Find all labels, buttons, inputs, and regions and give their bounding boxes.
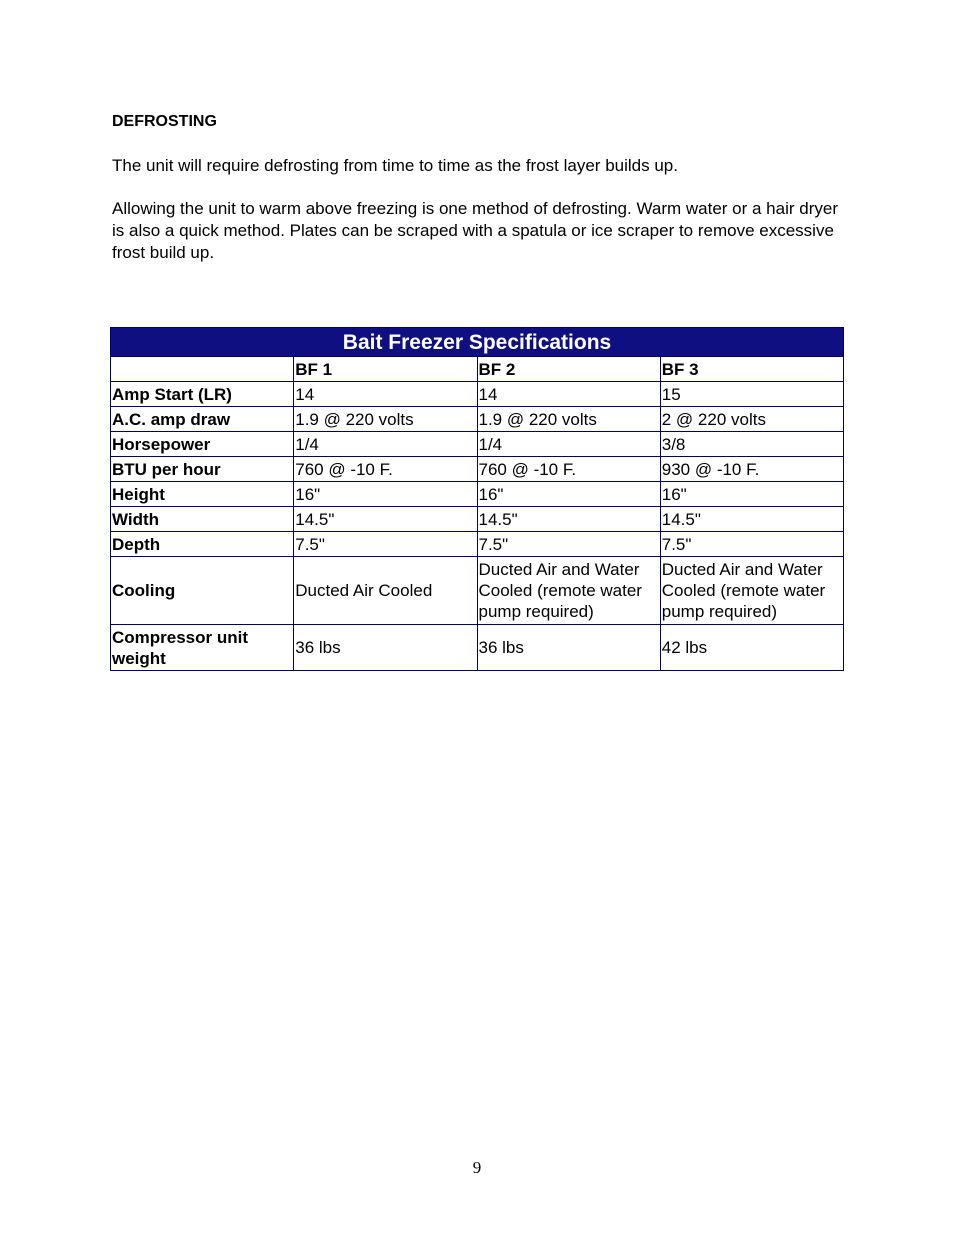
column-header bbox=[111, 357, 294, 382]
row-header: Cooling bbox=[111, 557, 294, 625]
table-row bbox=[111, 457, 844, 482]
row-header: BTU per hour bbox=[111, 457, 294, 482]
table-cell: 42 lbs bbox=[660, 625, 843, 671]
table-cell: Ducted Air Cooled bbox=[294, 557, 477, 625]
table-cell: 36 lbs bbox=[294, 625, 477, 671]
table-header-row bbox=[111, 357, 844, 382]
table-cell: 2 @ 220 volts bbox=[660, 407, 843, 432]
table-cell: 1/4 bbox=[477, 432, 660, 457]
column-header: BF 3 bbox=[660, 357, 843, 382]
table-cell: 14.5" bbox=[477, 507, 660, 532]
row-header: A.C. amp draw bbox=[111, 407, 294, 432]
table-cell: 16" bbox=[294, 482, 477, 507]
table-row bbox=[111, 432, 844, 457]
table-cell: 1/4 bbox=[294, 432, 477, 457]
table-title-row bbox=[111, 328, 844, 357]
column-header: BF 1 bbox=[294, 357, 477, 382]
table-row bbox=[111, 407, 844, 432]
table-cell: 14 bbox=[294, 382, 477, 407]
row-header: Width bbox=[111, 507, 294, 532]
table-cell: 760 @ -10 F. bbox=[477, 457, 660, 482]
column-header: BF 2 bbox=[477, 357, 660, 382]
table-cell: 36 lbs bbox=[477, 625, 660, 671]
table-cell: 760 @ -10 F. bbox=[294, 457, 477, 482]
table-row bbox=[111, 557, 844, 625]
table-cell: 16" bbox=[660, 482, 843, 507]
table-cell: 3/8 bbox=[660, 432, 843, 457]
table-cell: Ducted Air and Water Cooled (remote water pump required) bbox=[660, 557, 843, 625]
row-header: Amp Start (LR) bbox=[111, 382, 294, 407]
table-row bbox=[111, 507, 844, 532]
table-cell: 1.9 @ 220 volts bbox=[294, 407, 477, 432]
row-header: Height bbox=[111, 482, 294, 507]
page-number: 9 bbox=[472, 1158, 482, 1177]
paragraph-1: The unit will require defrosting from time to time as the frost layer builds up. bbox=[112, 156, 678, 175]
table-cell: 7.5" bbox=[660, 532, 843, 557]
table-cell: 14.5" bbox=[294, 507, 477, 532]
table-cell: 7.5" bbox=[294, 532, 477, 557]
table-row bbox=[111, 482, 844, 507]
table-cell: 930 @ -10 F. bbox=[660, 457, 843, 482]
table-title: Bait Freezer Specifications bbox=[111, 328, 844, 357]
row-header: Horsepower bbox=[111, 432, 294, 457]
section-heading: DEFROSTING bbox=[112, 113, 217, 130]
table-cell: Ducted Air and Water Cooled (remote water pump required) bbox=[477, 557, 660, 625]
table-cell: 16" bbox=[477, 482, 660, 507]
paragraph-2: Allowing the unit to warm above freezing is one method of defrosting. Warm water or a hair dryer is also a quick method. Plates can be scraped with a spatula or ice scraper to remove excessive frost build up. bbox=[112, 199, 838, 262]
table-cell: 1.9 @ 220 volts bbox=[477, 407, 660, 432]
table-cell: 7.5" bbox=[477, 532, 660, 557]
row-header: Compressor unit weight bbox=[111, 625, 294, 671]
row-header: Depth bbox=[111, 532, 294, 557]
spec-table bbox=[110, 327, 844, 671]
table-cell: 15 bbox=[660, 382, 843, 407]
table-row bbox=[111, 532, 844, 557]
table-cell: 14.5" bbox=[660, 507, 843, 532]
table-row bbox=[111, 382, 844, 407]
table-row bbox=[111, 625, 844, 671]
table-cell: 14 bbox=[477, 382, 660, 407]
